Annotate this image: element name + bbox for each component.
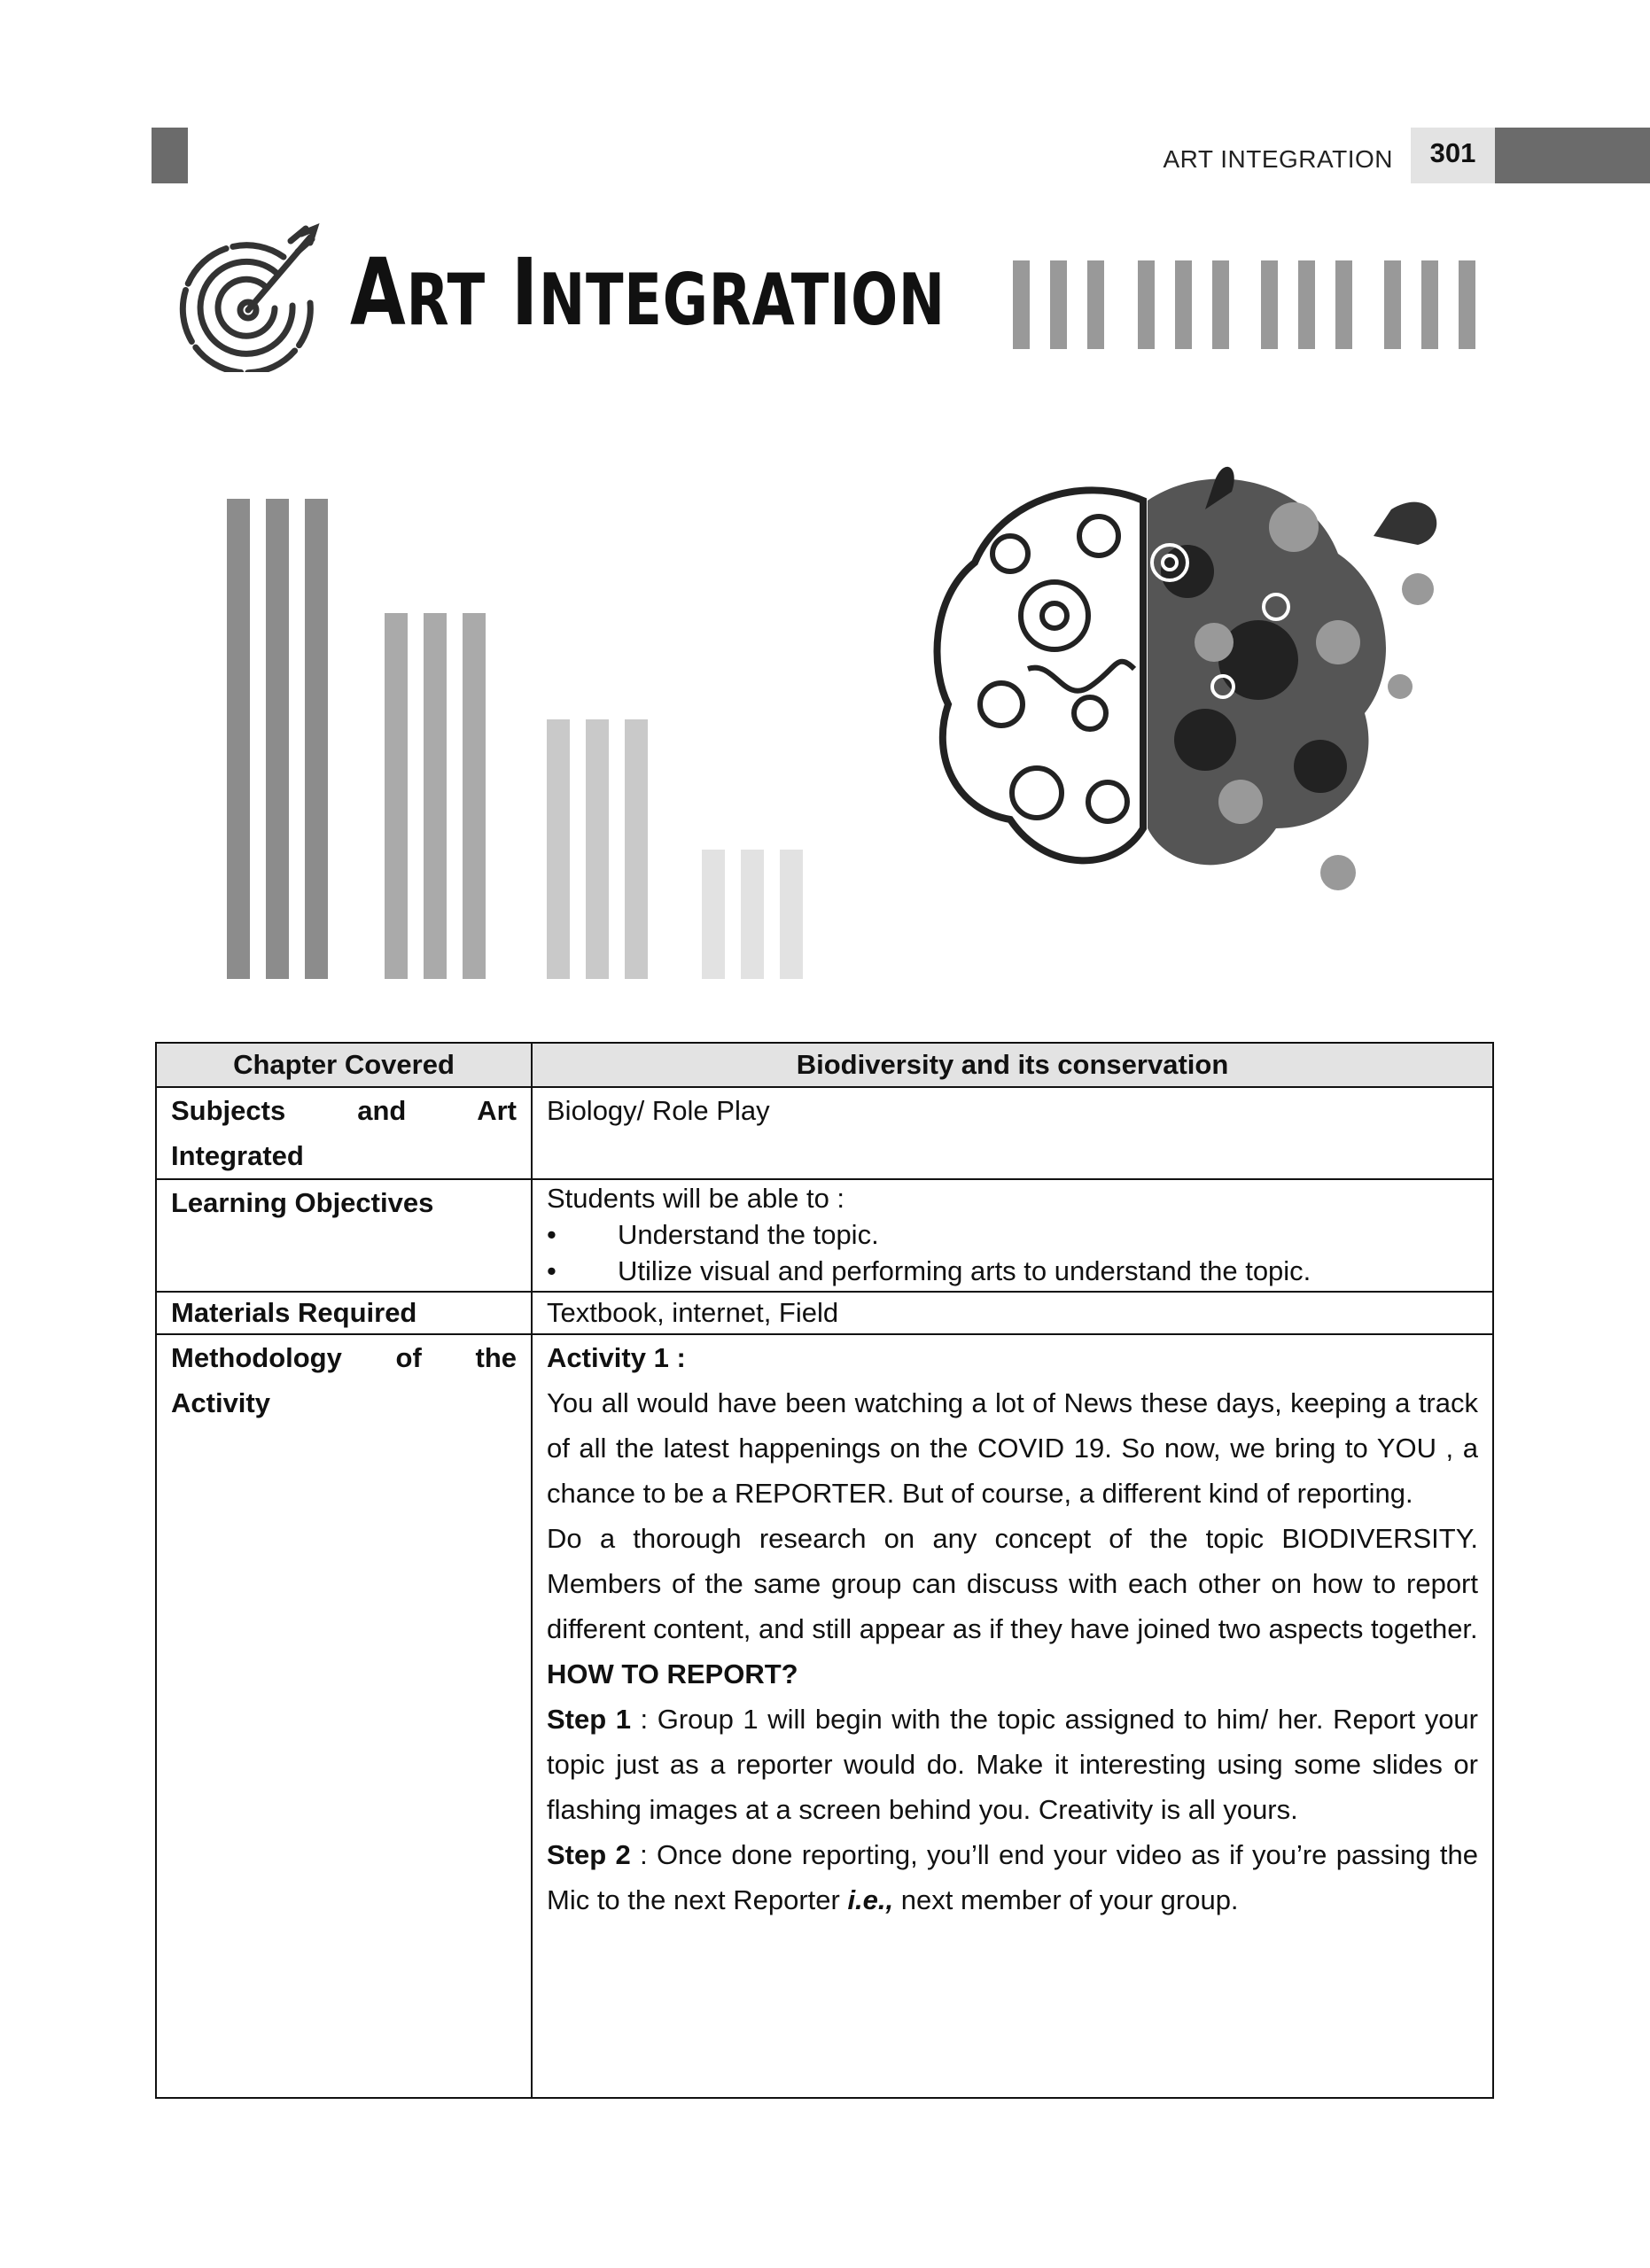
decor-bar [625, 719, 648, 979]
row-value: Textbook, internet, Field [532, 1292, 1493, 1334]
stripe [1175, 260, 1192, 349]
chapter-title: Biodiversity and its conservation [532, 1043, 1493, 1087]
row-label [156, 1334, 532, 2098]
label-line: Methodology of the [171, 1342, 517, 1373]
stripe [1087, 260, 1104, 349]
activity-table [155, 1042, 1494, 2099]
table-row [156, 1292, 1493, 1334]
step-label: Step 2 [547, 1839, 631, 1870]
stripe [1013, 260, 1030, 349]
stripe [1138, 260, 1155, 349]
left-header-tab [152, 128, 188, 183]
label-line: Subjects and Art [171, 1095, 517, 1126]
ie-abbrev: i.e., [847, 1884, 894, 1915]
decor-bar [780, 850, 803, 979]
step-text: : Group 1 will begin with the topic assigned to him/ her. Report your topic just as a reporter would do. Make it interesting using some slides or flashing images at a screen behind you. Creativity is all yours. [547, 1704, 1478, 1825]
row-label: Learning Objectives [156, 1179, 532, 1292]
page-number: 301 [1411, 128, 1495, 183]
decor-bar [385, 613, 408, 979]
row-label: Materials Required [156, 1292, 532, 1334]
list-item [547, 1253, 1478, 1289]
decor-bar [227, 499, 250, 979]
label-line: Activity [171, 1387, 270, 1418]
right-header-bar [1495, 128, 1650, 183]
bullet: • [547, 1255, 556, 1286]
decor-bar [586, 719, 609, 979]
stripe [1298, 260, 1315, 349]
page-title: ART INTEGRATION [350, 238, 946, 346]
row-label [156, 1087, 532, 1179]
table-row [156, 1087, 1493, 1179]
row-value [532, 1334, 1493, 2098]
running-title: ART INTEGRATION [1163, 145, 1393, 173]
row-value [532, 1179, 1493, 1292]
stripe [1050, 260, 1067, 349]
list-item-text: Utilize visual and performing arts to understand the topic. [618, 1255, 1311, 1286]
stripe [1384, 260, 1401, 349]
decor-bar [305, 499, 328, 979]
table-header-row [156, 1043, 1493, 1087]
decor-bar [463, 613, 486, 979]
decor-bar [702, 850, 725, 979]
decor-bar [741, 850, 764, 979]
header-label: Chapter Covered [156, 1043, 532, 1087]
brain-gears-illustration [922, 439, 1453, 917]
list-item-text: Understand the topic. [618, 1219, 879, 1250]
objectives-intro: Students will be able to : [547, 1183, 845, 1214]
step-2 [547, 1832, 1478, 1922]
decor-bar [424, 613, 447, 979]
stripe [1459, 260, 1475, 349]
how-to-heading: HOW TO REPORT? [547, 1658, 798, 1689]
step-text: next member of your group. [893, 1884, 1239, 1915]
step-text: : Once done reporting, you’ll end your video as if you’re passing the Mic to the next Reporter [547, 1839, 1479, 1915]
decor-bar [266, 499, 289, 979]
stripe [1212, 260, 1229, 349]
decor-bar [547, 719, 570, 979]
label-line: Integrated [171, 1140, 304, 1171]
table-row [156, 1334, 1493, 2098]
row-value: Biology/ Role Play [532, 1087, 1493, 1179]
paragraph: You all would have been watching a lot of News these days, keeping a track of all the latest happenings on the COVID 19. So now, we bring to YOU , a chance to be a REPORTER. But of course, a different kind of reporting. [547, 1387, 1478, 1509]
paragraph: Do a thorough research on any concept of the topic BIODIVERSITY. Members of the same group can discuss with each other on how to report different content, and still appear as if they have joined two aspects together. [547, 1523, 1478, 1644]
bullet: • [547, 1219, 556, 1250]
activity-title: Activity 1 : [547, 1342, 686, 1373]
stripe [1335, 260, 1352, 349]
step-label: Step 1 [547, 1704, 631, 1735]
target-arrow-icon [177, 221, 323, 372]
stripe [1261, 260, 1278, 349]
list-item [547, 1216, 1478, 1253]
table-row [156, 1179, 1493, 1292]
stripe [1421, 260, 1438, 349]
step-1 [547, 1697, 1478, 1832]
